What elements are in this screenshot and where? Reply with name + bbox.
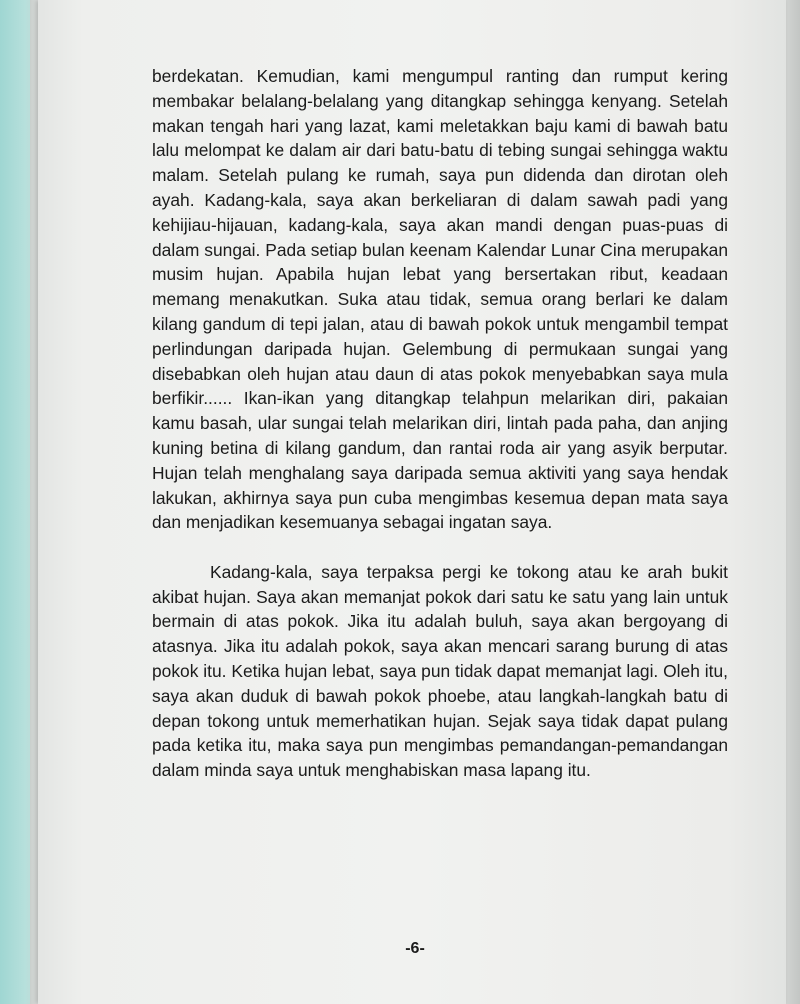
paragraph-2: Kadang-kala, saya terpaksa pergi ke tokong atau ke arah bukit akibat hujan. Saya akan memanjat pokok dari satu ke satu yang lain untuk bermain di atas pokok. Jika itu adalah buluh, saya akan bergoyang di atasnya. Jika itu adalah pokok, saya akan mencari sarang burung di atas pokok itu. Ketika hujan lebat, saya pun tidak dapat memanjat lagi. Oleh itu, saya akan duduk di bawah pokok phoebe, atau langkah-langkah batu di depan tokong untuk memerhatikan hujan. Sejak saya tidak dapat pulang pada ketika itu, maka saya pun mengimbas pemandangan-pemandangan dalam minda saya untuk menghabiskan masa lapang itu. xyxy=(152,561,728,781)
paragraph-1: berdekatan. Kemudian, kami mengumpul ranting dan rumput kering membakar belalang-belalang yang ditangkap sehingga kenyang. Setelah makan tengah hari yang lazat, kami meletakkan baju kami di bawah batu lalu melompat ke dalam air dari batu-batu di tebing sungai sehingga waktu malam. Setelah pulang ke rumah, saya pun didenda dan dirotan oleh ayah. Kadang-kala, saya akan berkeliaran di dalam sawah padi yang kehijiau-hijauan, kadang-kala, saya akan mandi dengan puas-puas di dalam sungai. Pada setiap bulan keenam Kalendar Lunar Cina merupakan musim hujan. Apabila hujan lebat yang bersertakan ribut, keadaan memang menakutkan. Suka atau tidak, semua orang berlari ke dalam kilang gandum di tepi jalan, atau di bawah pokok untuk mengambil tempat perlindungan daripada hujan. Gelembung di permukaan sungai yang disebabkan oleh hujan atau daun di atas pokok menyebabkan saya mula berfikir...... Ikan-ikan yang ditangkap telahpun melarikan diri, pakaian kamu basah, ular sungai telah melarikan diri, lintah pada paha, dan anjing kuning betina di kilang gandum, dan rantai roda air yang asyik berputar. Hujan telah menghalang saya daripada semua aktiviti yang saya hendak lakukan, akhirnya saya pun cuba mengimbas kesemua depan mata saya dan menjadikan kesemuanya sebagai ingatan saya. xyxy=(152,66,728,533)
page-number: -6- xyxy=(405,940,425,957)
page-edge xyxy=(30,0,38,1004)
body-text xyxy=(152,64,728,783)
